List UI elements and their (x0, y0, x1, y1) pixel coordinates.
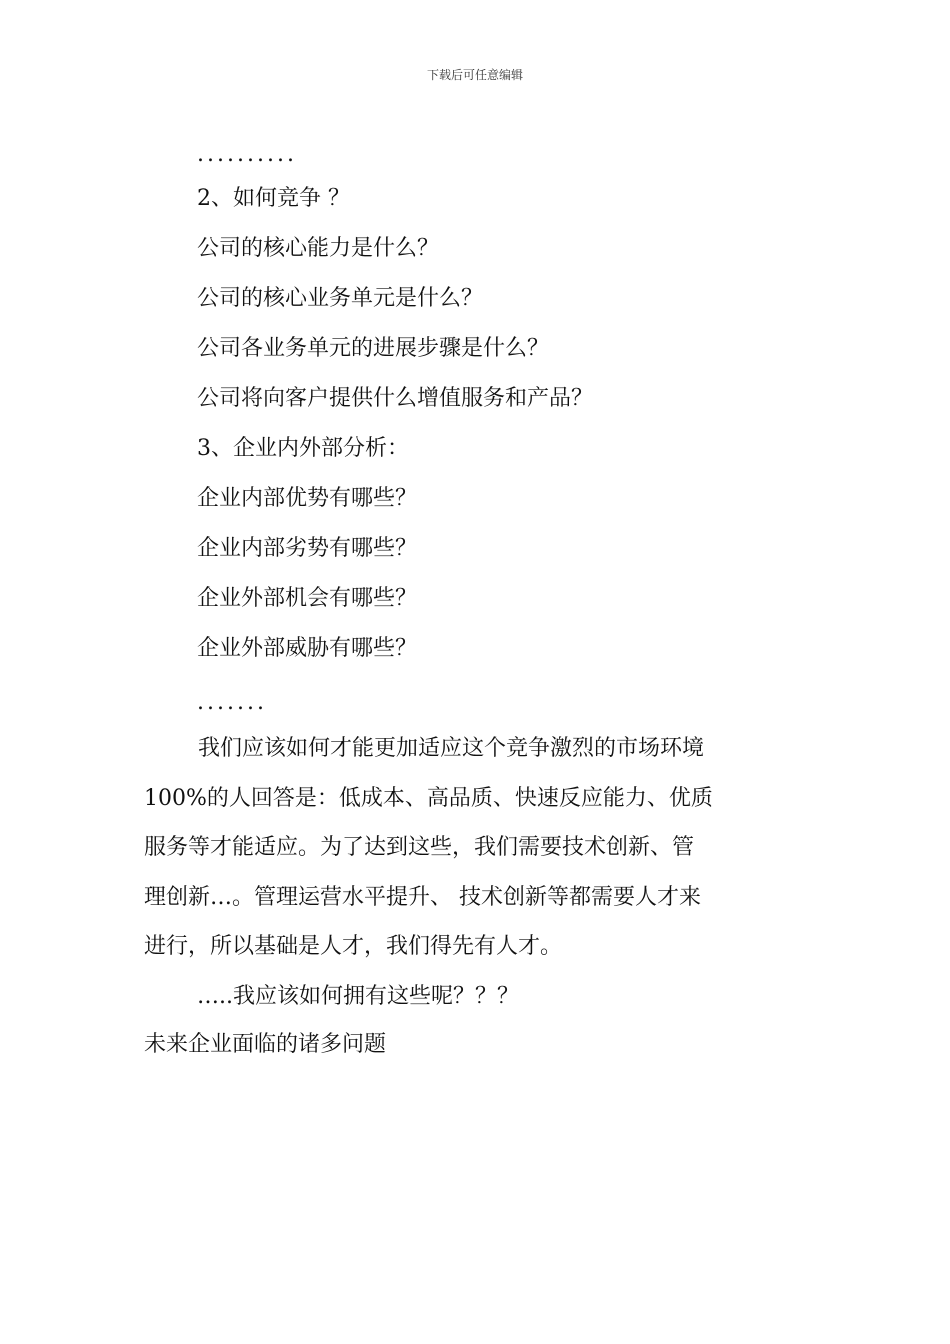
section-title-future-issues: 未来企业面临的诸多问题 (144, 1032, 387, 1057)
page-header: 下载后可任意编辑 (426, 68, 523, 82)
question-external-opportunities: 企业外部机会有哪些？ (197, 586, 418, 611)
paragraph-line: 理创新…。管理运营水平提升、 技术创新等都需要人才来 (144, 884, 701, 910)
closing-question: …..我应该如何拥有这些呢？？？ (197, 984, 519, 1009)
question-core-capability: 公司的核心能力是什么？ (197, 236, 440, 261)
question-value-added-services: 公司将向客户提供什么增值服务和产品？ (197, 386, 594, 411)
section-heading-analysis: 3、企业内外部分析： (197, 436, 409, 461)
paragraph-line: 服务等才能适应。为了达到这些，我们需要技术创新、管 (144, 835, 695, 860)
question-internal-strengths: 企业内部优势有哪些？ (197, 486, 418, 511)
paragraph-line: 进行，所以基础是人才，我们得先有人才。 (144, 934, 563, 959)
ellipsis-line: .......... (197, 142, 297, 167)
paragraph-line: 100%的人回答是：低成本、高品质、快速反应能力、优质 (144, 785, 713, 811)
ellipsis-line: ....... (197, 690, 267, 715)
question-unit-progress-steps: 公司各业务单元的进展步骤是什么？ (197, 336, 550, 361)
body-paragraph (144, 724, 806, 972)
question-core-business-unit: 公司的核心业务单元是什么？ (197, 286, 484, 311)
question-external-threats: 企业外部威胁有哪些？ (197, 636, 418, 661)
question-internal-weaknesses: 企业内部劣势有哪些？ (197, 536, 418, 561)
section-heading-competition: 2、如何竞争 ？ (197, 186, 350, 211)
paragraph-line: 我们应该如何才能更加适应这个竞争激烈的市场环境 (198, 736, 705, 761)
